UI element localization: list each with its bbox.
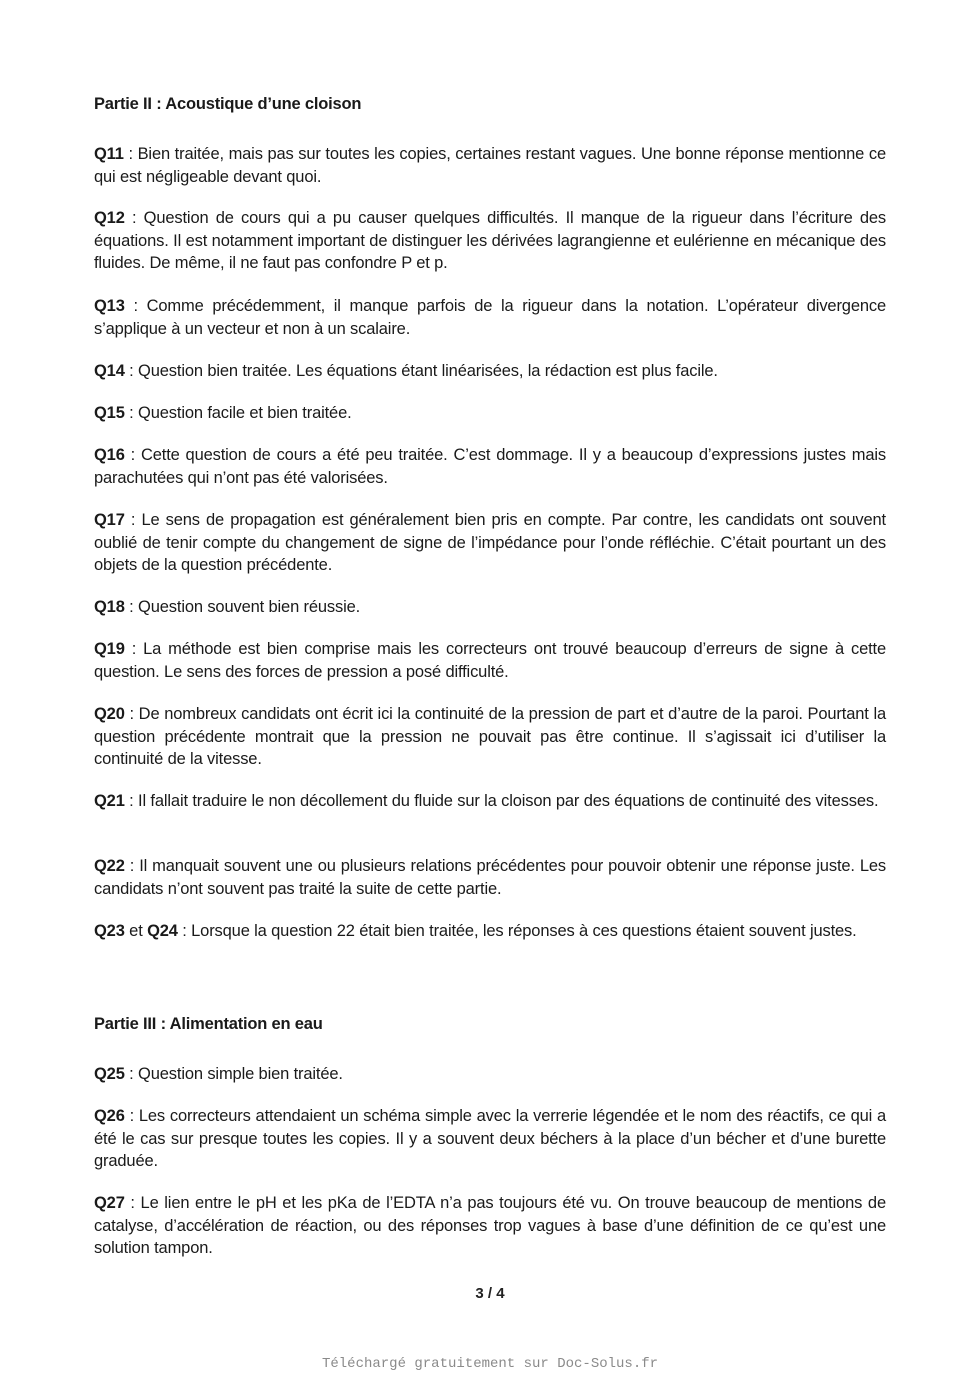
paragraph-text: : Cette question de cours a été peu traitée. C’est dommage. Il y a beaucoup d’expressions justes mais parachutées qui n’ont pas été valorisées.	[94, 446, 886, 487]
paragraph-text: : Question de cours qui a pu causer quelques difficultés. Il manque de la rigueur dans l’écriture des équations. Il est notamment important de distinguer les dérivées lagrangienne et eulérienne en mécanique des fluides. De même, il ne faut pas confondre P et p.	[94, 209, 886, 273]
label-joiner: et	[124, 922, 148, 940]
paragraph-text: : Question souvent bien réussie.	[124, 598, 361, 616]
paragraph-q23-q24	[94, 920, 886, 943]
question-label: Q11	[94, 145, 124, 163]
section-heading-partie-2: Partie II : Acoustique d’une cloison	[94, 95, 362, 113]
paragraph-q20	[94, 703, 886, 771]
paragraph-q15	[94, 402, 886, 425]
paragraph-q19	[94, 638, 886, 683]
paragraph-text: : Le lien entre le pH et les pKa de l’EDTA n’a pas toujours été vu. On trouve beaucoup de mentions de catalyse, d’accélération de réaction, ou des réponses trop vagues à base d’une définition de ce qu’est une solution tampon.	[94, 1194, 886, 1258]
question-label: Q24	[147, 922, 178, 940]
paragraph-q17	[94, 509, 886, 577]
paragraph-q22	[94, 855, 886, 900]
paragraph-q11	[94, 143, 886, 188]
question-label: Q12	[94, 209, 125, 227]
question-label: Q22	[94, 857, 125, 875]
question-label: Q17	[94, 511, 125, 529]
paragraph-text: : Il fallait traduire le non décollement du fluide sur la cloison par des équations de continuité des vitesses.	[124, 792, 879, 810]
question-label: Q14	[94, 362, 125, 380]
paragraph-q25	[94, 1063, 886, 1086]
section-heading-partie-3: Partie III : Alimentation en eau	[94, 1015, 323, 1033]
paragraph-text: : Les correcteurs attendaient un schéma simple avec la verrerie légendée et le nom des réactifs, ce qui a été le cas sur presque toutes les copies. Il y a souvent deux béchers à la place d’un bécher et d’une burette graduée.	[94, 1107, 886, 1171]
question-label: Q25	[94, 1065, 125, 1083]
paragraph-text: : De nombreux candidats ont écrit ici la continuité de la pression de part et d’autre de la paroi. Pourtant la question précédente montrait que la pression ne pouvait pas être continue. Il s’agissait ici d’utiliser la continuité de la vitesse.	[94, 705, 886, 769]
paragraph-text: : Lorsque la question 22 était bien traitée, les réponses à ces questions étaient souvent justes.	[177, 922, 857, 940]
paragraph-q18	[94, 596, 886, 619]
paragraph-text: : Question simple bien traitée.	[124, 1065, 343, 1083]
question-label: Q13	[94, 297, 125, 315]
question-label: Q15	[94, 404, 125, 422]
paragraph-q12	[94, 207, 886, 275]
question-label: Q21	[94, 792, 125, 810]
paragraph-q21	[94, 790, 886, 813]
paragraph-q14	[94, 360, 886, 383]
paragraph-text: : Le sens de propagation est généralement bien pris en compte. Par contre, les candidats ont souvent oublié de tenir compte du changement de signe de l’impédance pour l’onde réfléchie. C’était pourtant un des objets de la question précédente.	[94, 511, 886, 575]
footer-watermark: Téléchargé gratuitement sur Doc-Solus.fr	[321, 1356, 659, 1372]
question-label: Q19	[94, 640, 125, 658]
question-label: Q18	[94, 598, 125, 616]
paragraph-text: : Question bien traitée. Les équations étant linéarisées, la rédaction est plus facile.	[124, 362, 718, 380]
question-label: Q20	[94, 705, 125, 723]
paragraph-text: : Question facile et bien traitée.	[124, 404, 352, 422]
paragraph-text: : Comme précédemment, il manque parfois de la rigueur dans la notation. L’opérateur divergence s’applique à un vecteur et non à un scalaire.	[94, 297, 886, 338]
paragraph-q27	[94, 1192, 886, 1260]
paragraph-text: : Bien traitée, mais pas sur toutes les copies, certaines restant vagues. Une bonne réponse mentionne ce qui est négligeable devant quoi.	[94, 145, 886, 186]
paragraph-text: : Il manquait souvent une ou plusieurs relations précédentes pour pouvoir obtenir une réponse juste. Les candidats n’ont souvent pas traité la suite de cette partie.	[94, 857, 886, 898]
question-label: Q26	[94, 1107, 125, 1125]
question-label: Q16	[94, 446, 125, 464]
paragraph-text: : La méthode est bien comprise mais les correcteurs ont trouvé beaucoup d’erreurs de signe à cette question. Le sens des forces de pression a posé difficulté.	[94, 640, 886, 681]
question-label: Q23	[94, 922, 125, 940]
paragraph-q16	[94, 444, 886, 489]
page-number: 3 / 4	[475, 1285, 505, 1302]
question-label: Q27	[94, 1194, 125, 1212]
paragraph-q13	[94, 295, 886, 340]
paragraph-q26	[94, 1105, 886, 1173]
